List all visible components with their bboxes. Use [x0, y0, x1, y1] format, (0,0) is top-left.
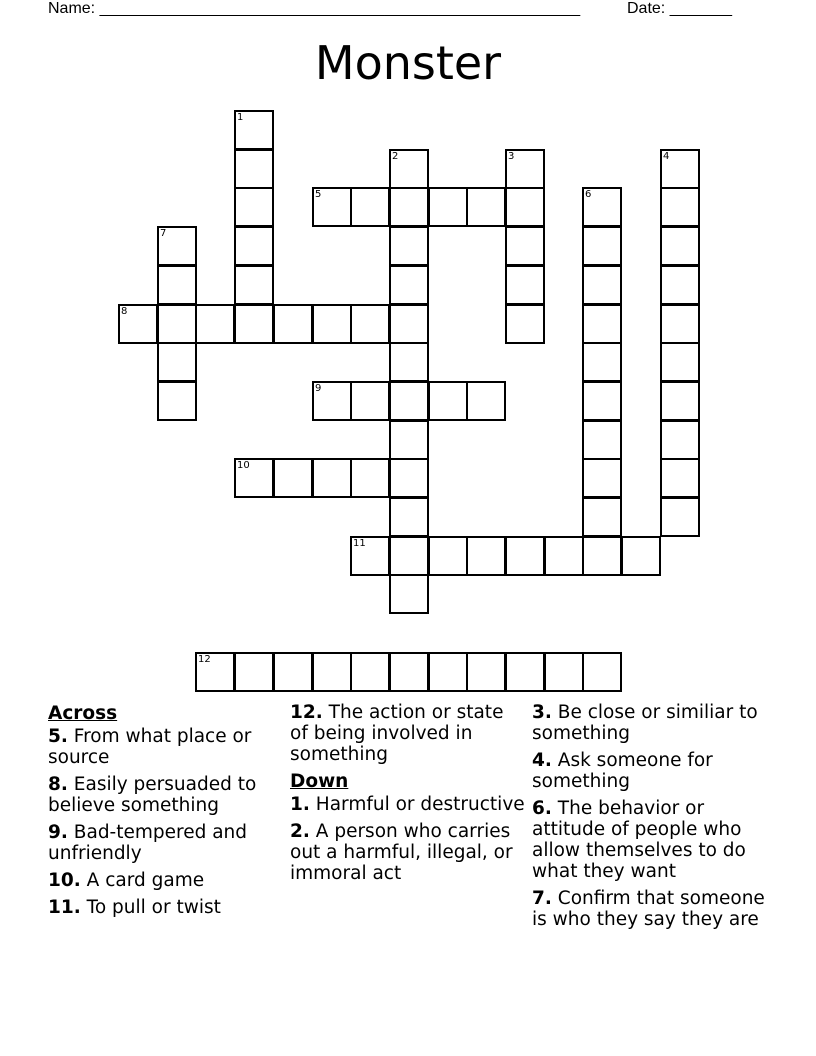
clue-number: 5. — [48, 726, 68, 747]
grid-cell[interactable] — [660, 304, 700, 344]
grid-cell[interactable] — [466, 652, 506, 692]
grid-cell[interactable] — [234, 187, 274, 227]
grid-cell[interactable] — [466, 187, 506, 227]
grid-cell[interactable] — [582, 420, 622, 460]
grid-cell[interactable] — [660, 381, 700, 421]
clue-text: Easily persuaded to believe something — [48, 774, 257, 816]
grid-cell[interactable] — [660, 497, 700, 537]
grid-cell[interactable] — [582, 652, 622, 692]
grid-cell[interactable] — [428, 536, 468, 576]
across-heading: Across — [48, 703, 118, 724]
grid-cell[interactable] — [582, 458, 622, 498]
cell-number: 6 — [585, 189, 592, 200]
grid-cell[interactable] — [505, 149, 545, 189]
grid-cell[interactable] — [312, 304, 352, 344]
grid-cell[interactable] — [389, 226, 429, 266]
grid-cell[interactable] — [505, 187, 545, 227]
grid-cell[interactable] — [389, 458, 429, 498]
grid-cell[interactable] — [428, 381, 468, 421]
grid-cell[interactable] — [660, 149, 700, 189]
grid-cell[interactable] — [660, 458, 700, 498]
clue-number: 10. — [48, 870, 81, 891]
clue-number: 8. — [48, 774, 68, 795]
across-clue-5 — [48, 726, 280, 768]
grid-cell[interactable] — [350, 652, 390, 692]
grid-cell[interactable] — [505, 304, 545, 344]
grid-cell[interactable] — [660, 226, 700, 266]
grid-cell[interactable] — [118, 304, 158, 344]
grid-cell[interactable] — [582, 536, 622, 576]
grid-cell[interactable] — [428, 187, 468, 227]
grid-cell[interactable] — [312, 381, 352, 421]
grid-cell[interactable] — [234, 265, 274, 305]
clue-number: 3. — [532, 702, 552, 723]
grid-cell[interactable] — [505, 226, 545, 266]
clue-number: 7. — [532, 888, 552, 909]
cell-number: 3 — [508, 151, 515, 162]
grid-cell[interactable] — [389, 304, 429, 344]
grid-cell[interactable] — [660, 265, 700, 305]
grid-cell[interactable] — [157, 226, 197, 266]
cell-number: 7 — [160, 228, 167, 239]
grid-cell[interactable] — [350, 381, 390, 421]
clues-column-3 — [532, 702, 778, 936]
grid-cell[interactable] — [660, 342, 700, 382]
name-field-label: Name: ______________________________________________________ — [48, 0, 581, 17]
down-clue-1 — [290, 794, 526, 815]
grid-cell[interactable] — [544, 536, 584, 576]
grid-cell[interactable] — [234, 110, 274, 150]
grid-cell[interactable] — [544, 652, 584, 692]
clue-text: A person who carries out a harmful, illegal, or immoral act — [290, 821, 513, 884]
grid-cell[interactable] — [660, 420, 700, 460]
cell-number: 1 — [237, 112, 244, 123]
clue-text: Confirm that someone is who they say they are — [532, 888, 765, 930]
grid-cell[interactable] — [389, 497, 429, 537]
grid-cell[interactable] — [234, 652, 274, 692]
grid-cell[interactable] — [234, 226, 274, 266]
grid-cell[interactable] — [389, 652, 429, 692]
grid-cell[interactable] — [350, 536, 390, 576]
down-clue-4 — [532, 750, 778, 792]
grid-cell[interactable] — [660, 187, 700, 227]
grid-cell[interactable] — [234, 149, 274, 189]
across-clue-12 — [290, 702, 526, 765]
grid-cell[interactable] — [621, 536, 661, 576]
grid-cell[interactable] — [582, 304, 622, 344]
down-heading: Down — [290, 771, 349, 792]
clue-text: To pull or twist — [80, 897, 221, 918]
grid-cell[interactable] — [350, 458, 390, 498]
clues-column-1 — [48, 702, 280, 924]
clue-number: 12. — [290, 702, 323, 723]
grid-cell[interactable] — [312, 458, 352, 498]
grid-cell[interactable] — [582, 342, 622, 382]
grid-cell[interactable] — [234, 304, 274, 344]
clue-number: 11. — [48, 897, 81, 918]
clue-number: 6. — [532, 798, 552, 819]
grid-cell[interactable] — [582, 381, 622, 421]
grid-cell[interactable] — [505, 652, 545, 692]
across-clue-11 — [48, 897, 280, 918]
clue-text: Ask someone for something — [532, 750, 713, 792]
cell-number: 4 — [663, 151, 670, 162]
grid-cell[interactable] — [428, 652, 468, 692]
grid-cell[interactable] — [389, 149, 429, 189]
clue-number: 1. — [290, 794, 310, 815]
grid-cell[interactable] — [273, 652, 313, 692]
grid-cell[interactable] — [505, 265, 545, 305]
grid-cell[interactable] — [273, 304, 313, 344]
cell-number: 5 — [315, 189, 322, 200]
grid-cell[interactable] — [312, 652, 352, 692]
grid-cell[interactable] — [466, 381, 506, 421]
clue-text: The action or state of being involved in something — [290, 702, 504, 765]
clue-text: Bad-tempered and unfriendly — [48, 822, 248, 864]
grid-cell[interactable] — [582, 497, 622, 537]
grid-cell[interactable] — [157, 381, 197, 421]
clue-text: A card game — [80, 870, 205, 891]
grid-cell[interactable] — [312, 187, 352, 227]
clue-number: 9. — [48, 822, 68, 843]
cell-number: 2 — [392, 151, 399, 162]
across-clue-8 — [48, 774, 280, 816]
across-clue-9 — [48, 822, 280, 864]
grid-cell[interactable] — [389, 342, 429, 382]
grid-cell[interactable] — [505, 536, 545, 576]
grid-cell[interactable] — [157, 265, 197, 305]
grid-cell[interactable] — [582, 187, 622, 227]
clue-text: Harmful or destructive — [309, 794, 525, 815]
grid-cell[interactable] — [582, 226, 622, 266]
cell-number: 9 — [315, 383, 322, 394]
clues-column-2 — [290, 702, 526, 890]
date-field-label: Date: _______ — [627, 0, 732, 17]
puzzle-title: Monster — [314, 36, 502, 90]
clue-text: From what place or source — [48, 726, 252, 768]
grid-cell[interactable] — [195, 652, 235, 692]
down-clue-6 — [532, 798, 778, 882]
grid-cell[interactable] — [350, 304, 390, 344]
across-clue-10 — [48, 870, 280, 891]
grid-cell[interactable] — [157, 342, 197, 382]
grid-cell[interactable] — [466, 536, 506, 576]
clue-number: 2. — [290, 821, 310, 842]
cell-number: 8 — [121, 306, 128, 317]
grid-cell[interactable] — [234, 458, 274, 498]
clue-text: The behavior or attitude of people who allow themselves to do what they want — [532, 798, 746, 882]
grid-cell[interactable] — [157, 304, 197, 344]
cell-number: 10 — [237, 460, 250, 471]
down-clue-7 — [532, 888, 778, 930]
grid-cell[interactable] — [389, 536, 429, 576]
grid-cell[interactable] — [195, 304, 235, 344]
cell-number: 12 — [198, 654, 211, 665]
cell-number: 11 — [353, 538, 366, 549]
grid-cell[interactable] — [389, 187, 429, 227]
clue-number: 4. — [532, 750, 552, 771]
grid-cell[interactable] — [582, 265, 622, 305]
grid-cell[interactable] — [389, 265, 429, 305]
grid-cell[interactable] — [389, 574, 429, 614]
grid-cell[interactable] — [389, 381, 429, 421]
grid-cell[interactable] — [389, 420, 429, 460]
down-clue-3 — [532, 702, 778, 744]
down-clue-2 — [290, 821, 526, 884]
clue-text: Be close or similiar to something — [532, 702, 758, 744]
grid-cell[interactable] — [350, 187, 390, 227]
grid-cell[interactable] — [273, 458, 313, 498]
